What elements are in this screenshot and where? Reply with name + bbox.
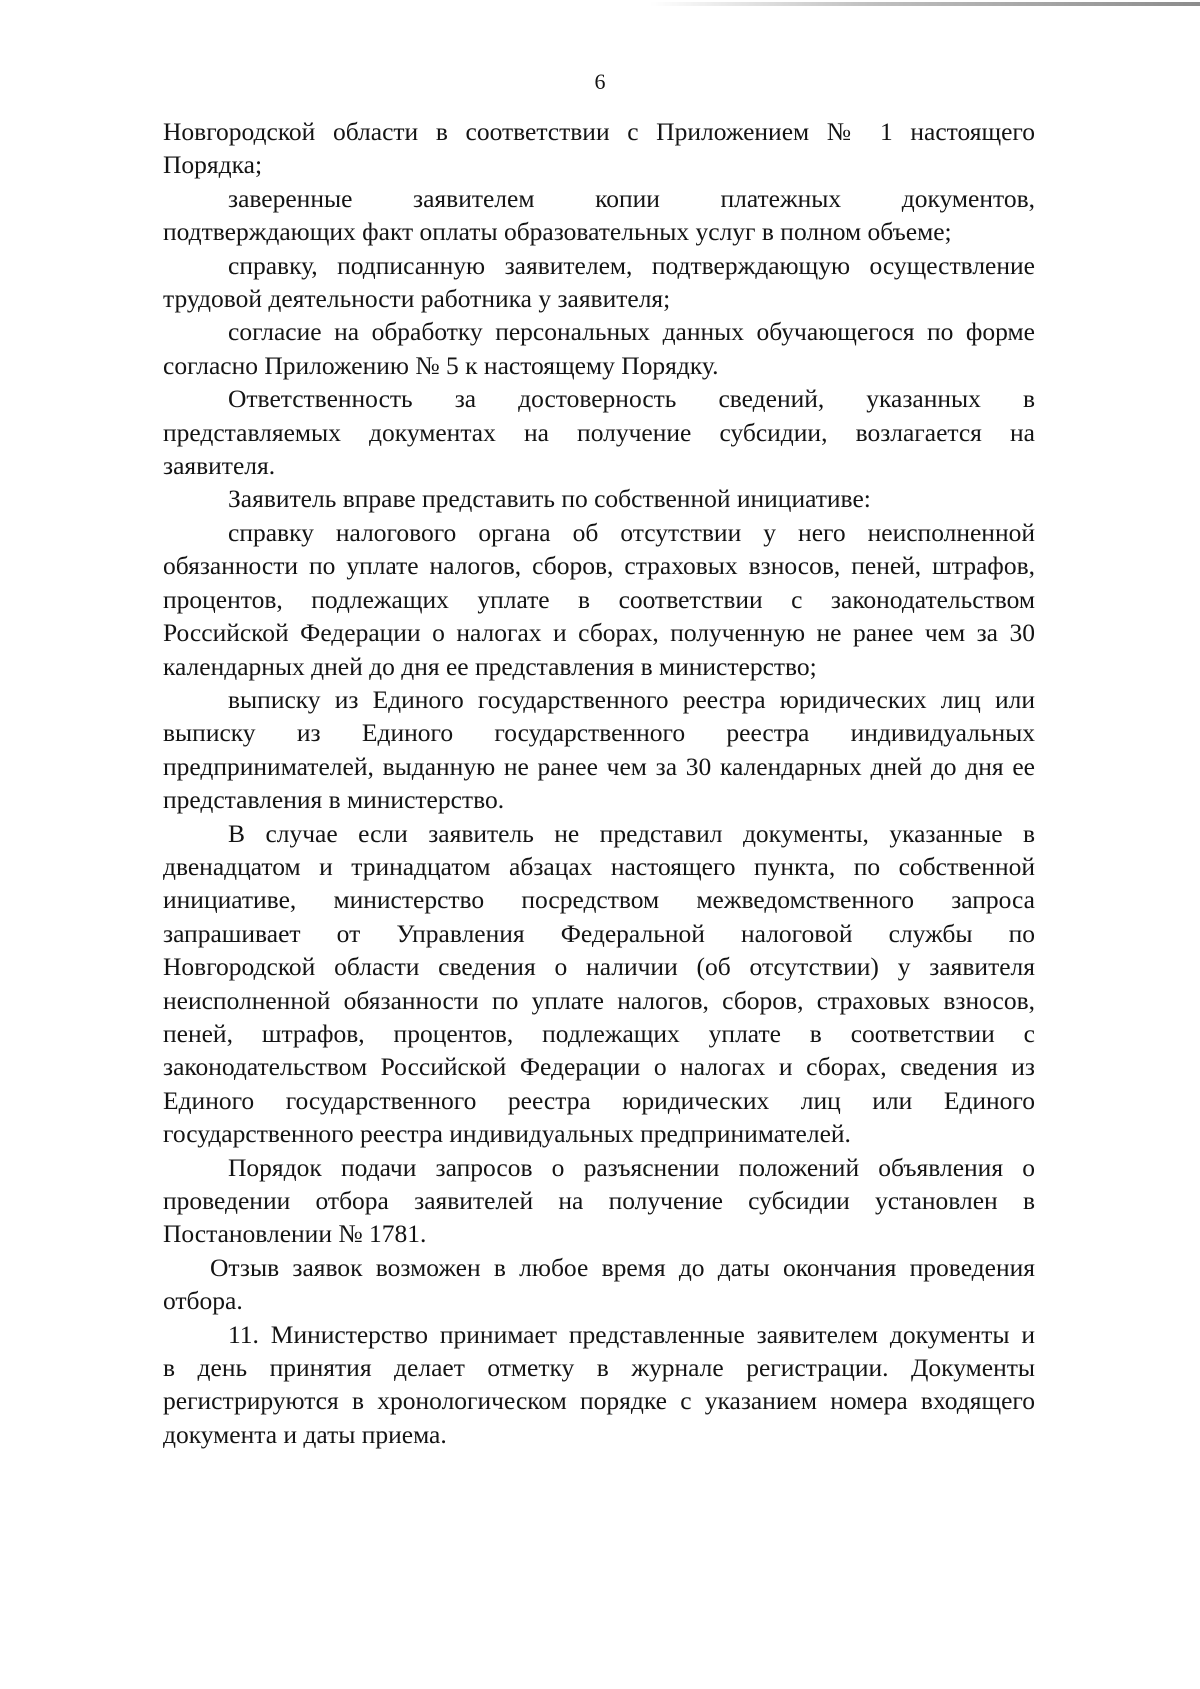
text-line: выписку из Единого государственного реестра юридических лиц или — [228, 684, 1035, 714]
text-line: процентов, подлежащих уплате в соответствии с законодательством — [163, 584, 1035, 614]
paragraph — [163, 817, 1035, 1151]
text-line: регистрируются в хронологическом порядке с указанием номера входящего — [163, 1386, 1035, 1416]
scan-edge-mark — [650, 2, 1200, 6]
paragraph — [163, 249, 1035, 316]
paragraph — [163, 516, 1035, 683]
page-number: 6 — [594, 69, 606, 94]
text-line: государственного реестра индивидуальных предпринимателей. — [163, 1119, 851, 1149]
text-line: документа и даты приема. — [163, 1419, 447, 1449]
text-line: Заявитель вправе представить по собственной инициативе: — [228, 484, 871, 514]
document-body — [163, 115, 1035, 1451]
text-line: обязанности по уплате налогов, сборов, страховых взносов, пеней, штрафов, — [163, 551, 1035, 581]
text-line: Новгородской области в соответствии с Приложением № 1 настоящего — [163, 117, 1035, 146]
text-line: подтверждающих факт оплаты образовательных услуг в полном объеме; — [163, 217, 952, 247]
text-line: в день принятия делает отметку в журнале регистрации. Документы — [163, 1353, 1035, 1383]
text-line: представления в министерство. — [163, 785, 505, 815]
text-line: В случае если заявитель не представил документы, указанные в — [228, 818, 1035, 848]
text-line: справку налогового органа об отсутствии у него неисполненной — [228, 517, 1035, 547]
text-line: неисполненной обязанности по уплате налогов, сборов, страховых взносов, — [163, 985, 1035, 1015]
paragraph — [163, 1318, 1035, 1452]
text-line: справку, подписанную заявителем, подтверждающую осуществление — [228, 250, 1035, 280]
text-line: представляемых документах на получение субсидии, возлагается на — [163, 417, 1035, 447]
text-line: предпринимателей, выданную не ранее чем за 30 календарных дней до дня ее — [163, 751, 1035, 781]
text-line: отбора. — [163, 1286, 243, 1316]
text-line: Отзыв заявок возможен в любое время до даты окончания проведения — [210, 1252, 1035, 1282]
text-line: согласие на обработку персональных данных обучающегося по форме — [228, 317, 1035, 347]
text-line: Единого государственного реестра юридических лиц или Единого — [163, 1085, 1035, 1115]
text-line: пеней, штрафов, процентов, подлежащих уплате в соответствии с — [163, 1018, 1035, 1048]
text-line: согласно Приложению № 5 к настоящему Порядку. — [163, 350, 719, 380]
text-line: заявителя. — [163, 451, 276, 481]
text-line: трудовой деятельности работника у заявителя; — [163, 284, 671, 314]
text-line: двенадцатом и тринадцатом абзацах настоящего пункта, по собственной — [163, 851, 1035, 881]
paragraph — [163, 482, 1035, 515]
text-line: 11. Министерство принимает представленные заявителем документы и — [228, 1319, 1035, 1349]
text-line: запрашивает от Управления Федеральной налоговой службы по — [163, 918, 1035, 948]
text-line: Постановлении № 1781. — [163, 1219, 427, 1249]
paragraph — [163, 1151, 1035, 1251]
text-line: выписку из Единого государственного реестра индивидуальных — [163, 718, 1035, 748]
text-line: заверенные заявителем копии платежных документов, — [228, 183, 1035, 213]
text-line: Новгородской области сведения о наличии (об отсутствии) у заявителя — [163, 952, 1035, 982]
text-line: Российской Федерации о налогах и сборах, полученную не ранее чем за 30 — [163, 618, 1035, 648]
paragraph — [163, 115, 1035, 182]
paragraph — [163, 683, 1035, 817]
paragraph — [163, 315, 1035, 382]
text-line: законодательством Российской Федерации о налогах и сборах, сведения из — [163, 1052, 1035, 1082]
text-line: проведении отбора заявителей на получение субсидии установлен в — [163, 1186, 1035, 1215]
text-line: Ответственность за достоверность сведений, указанных в — [228, 384, 1035, 414]
paragraph — [163, 382, 1035, 482]
text-line: Порядок подачи запросов о разъяснении положений объявления о — [228, 1152, 1035, 1182]
text-line: инициативе, министерство посредством межведомственного запроса — [163, 885, 1035, 915]
text-line: календарных дней до дня ее представления в министерство; — [163, 651, 817, 681]
paragraph — [163, 182, 1035, 249]
paragraph — [163, 1251, 1035, 1318]
text-line: Порядка; — [163, 150, 263, 180]
